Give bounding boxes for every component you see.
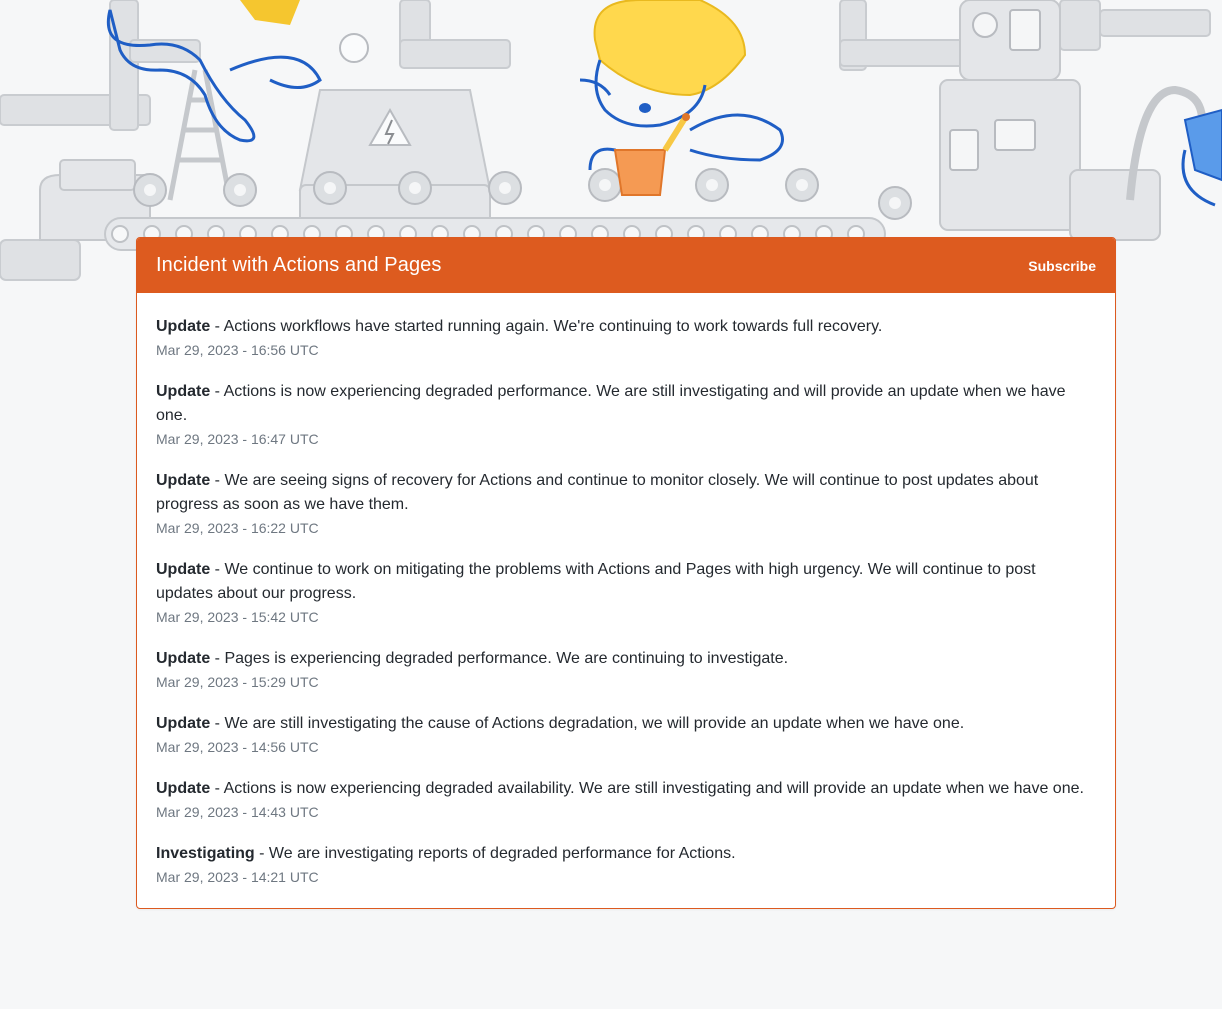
update-entry bbox=[156, 712, 1095, 758]
update-status: Update bbox=[156, 318, 211, 335]
update-timestamp: Mar 29, 2023 - 16:56 UTC bbox=[156, 342, 319, 358]
update-separator: - bbox=[210, 561, 225, 578]
update-timestamp: Mar 29, 2023 - 16:22 UTC bbox=[156, 520, 319, 536]
update-body: Actions workflows have started running again. We're continuing to work towards full recovery. bbox=[223, 318, 883, 335]
update-timestamp: Mar 29, 2023 - 14:56 UTC bbox=[156, 739, 319, 755]
update-timestamp: Mar 29, 2023 - 14:43 UTC bbox=[156, 804, 319, 820]
update-status: Update bbox=[156, 561, 211, 578]
update-entry bbox=[156, 380, 1095, 450]
update-timestamp: Mar 29, 2023 - 15:42 UTC bbox=[156, 609, 319, 625]
update-entry bbox=[156, 469, 1095, 539]
update-body: We continue to work on mitigating the problems with Actions and Pages with high urgency. We will continue to post updates about our progress. bbox=[156, 561, 1036, 602]
update-body: We are seeing signs of recovery for Actions and continue to monitor closely. We will continue to post updates about progress as soon as we have them. bbox=[156, 472, 1039, 513]
update-separator: - bbox=[254, 845, 269, 862]
update-entry bbox=[156, 315, 1095, 361]
update-timestamp: Mar 29, 2023 - 15:29 UTC bbox=[156, 674, 319, 690]
update-timestamp: Mar 29, 2023 - 16:47 UTC bbox=[156, 431, 319, 447]
update-separator: - bbox=[210, 715, 225, 732]
update-separator: - bbox=[210, 318, 224, 335]
update-entry bbox=[156, 558, 1095, 628]
incident-title: Incident with Actions and Pages bbox=[156, 254, 442, 276]
update-entry bbox=[156, 647, 1095, 693]
update-body: Actions is now experiencing degraded performance. We are still investigating and will provide an update when we have one. bbox=[156, 383, 1066, 424]
update-separator: - bbox=[210, 650, 225, 667]
update-timestamp: Mar 29, 2023 - 14:21 UTC bbox=[156, 869, 319, 885]
subscribe-button[interactable]: Subscribe bbox=[1028, 257, 1096, 274]
update-separator: - bbox=[210, 383, 224, 400]
incident-card bbox=[136, 237, 1116, 909]
update-status: Update bbox=[156, 383, 211, 400]
update-status: Update bbox=[156, 780, 211, 797]
update-separator: - bbox=[210, 472, 225, 489]
update-entry bbox=[156, 777, 1095, 823]
update-status: Investigating bbox=[156, 845, 255, 862]
update-entry bbox=[156, 842, 1095, 888]
incident-updates bbox=[137, 293, 1115, 908]
update-status: Update bbox=[156, 650, 211, 667]
update-separator: - bbox=[210, 780, 224, 797]
update-status: Update bbox=[156, 472, 211, 489]
update-body: We are investigating reports of degraded performance for Actions. bbox=[268, 845, 736, 862]
update-body: We are still investigating the cause of Actions degradation, we will provide an update when we have one. bbox=[224, 715, 965, 732]
update-body: Actions is now experiencing degraded availability. We are still investigating and will provide an update when we have one. bbox=[223, 780, 1084, 797]
update-body: Pages is experiencing degraded performance. We are continuing to investigate. bbox=[224, 650, 789, 667]
incident-header bbox=[137, 238, 1115, 293]
update-status: Update bbox=[156, 715, 211, 732]
